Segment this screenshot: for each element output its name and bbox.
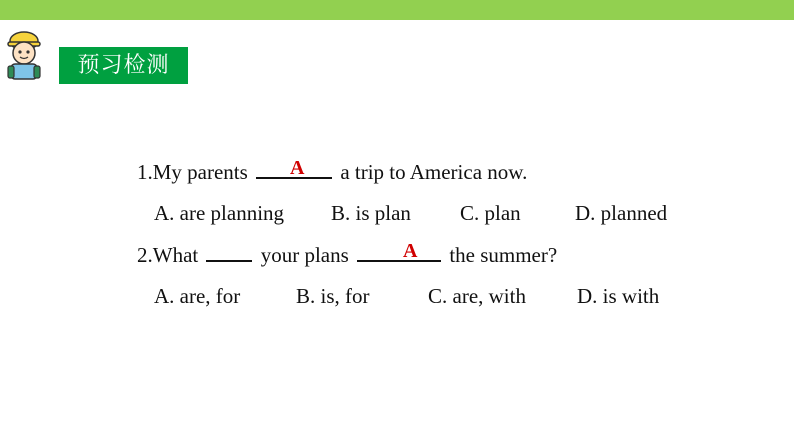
question-2-blank-1 <box>206 242 252 262</box>
question-2-option-b: B. is, for <box>296 284 370 308</box>
question-2 <box>137 242 557 268</box>
question-2-option-d: D. is with <box>577 284 660 308</box>
question-1-option-b: B. is plan <box>331 201 411 225</box>
section-title-tag: 预习检测 <box>59 47 188 84</box>
question-2-blank-2 <box>357 242 441 262</box>
student-cartoon-icon <box>4 28 44 80</box>
question-1-option-d: D. planned <box>575 201 668 225</box>
question-2-answer: A <box>403 240 418 262</box>
question-1-option-a: A. are planning <box>154 201 285 225</box>
question-2-text-end: the summer? <box>449 243 558 267</box>
question-1-answer: A <box>290 157 305 179</box>
question-1 <box>137 159 527 185</box>
question-2-text-middle: your plans <box>260 243 349 267</box>
question-2-option-c: C. are, with <box>428 284 526 308</box>
top-accent-bar <box>0 0 794 20</box>
question-2-text-start: 2.What <box>137 243 199 267</box>
question-1-option-c: C. plan <box>460 201 521 225</box>
question-1-text-start: 1.My parents <box>137 160 248 184</box>
question-2-option-a: A. are, for <box>154 284 241 308</box>
question-1-text-end: a trip to America now. <box>340 160 528 184</box>
